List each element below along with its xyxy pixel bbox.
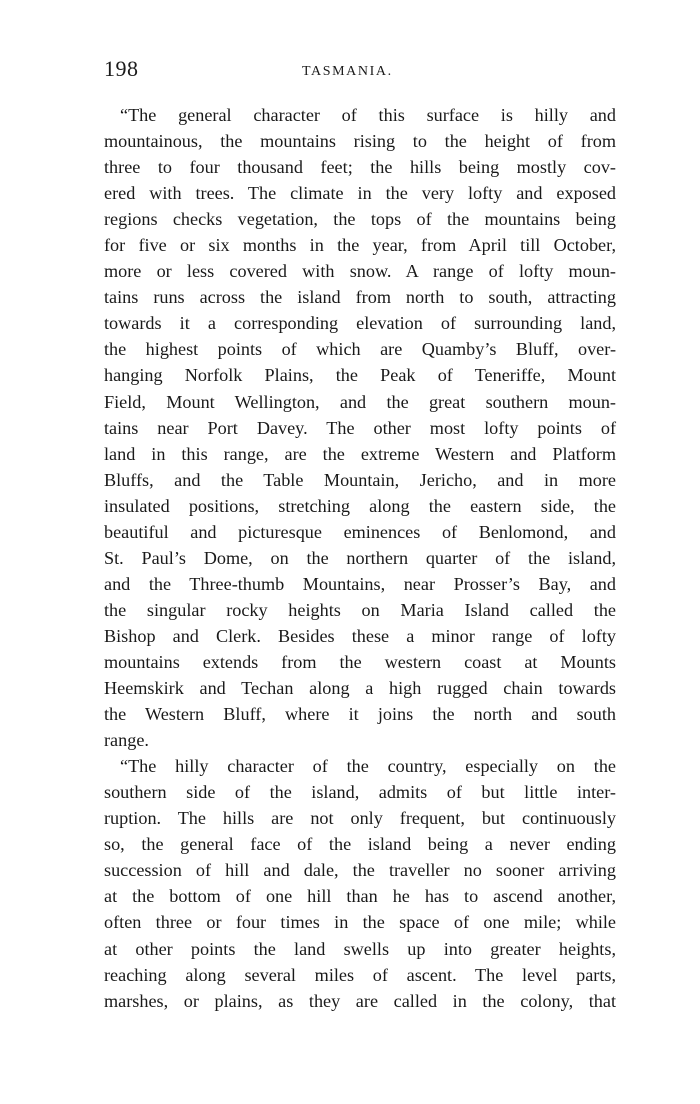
text-line: ered with trees. The climate in the very lofty and exposed bbox=[104, 183, 616, 204]
text-line: regions checks vegetation, the tops of the mountains being bbox=[104, 209, 616, 230]
text-line: tains near Port Davey. The other most lofty points of bbox=[104, 417, 616, 438]
text-line: St. Paul’s Dome, on the northern quarter of the island, bbox=[104, 547, 616, 568]
text-line: and the Three-thumb Mountains, near Prosser’s Bay, and bbox=[104, 573, 616, 594]
text-line: southern side of the island, admits of but little inter- bbox=[104, 782, 616, 803]
text-line: Bishop and Clerk. Besides these a minor range of lofty bbox=[104, 625, 616, 646]
text-line: three to four thousand feet; the hills being mostly cov- bbox=[104, 157, 616, 178]
text-line: Field, Mount Wellington, and the great southern moun- bbox=[104, 391, 616, 412]
text-line: for five or six months in the year, from April till October, bbox=[104, 235, 616, 256]
text-line: Heemskirk and Techan along a high rugged chain towards bbox=[104, 678, 616, 699]
text-line: “The general character of this surface is hilly and bbox=[120, 105, 616, 125]
text-line: mountainous, the mountains rising to the height of from bbox=[104, 131, 616, 152]
running-title: TASMANIA. bbox=[302, 64, 393, 79]
text-line: often three or four times in the space of one mile; while bbox=[104, 912, 616, 933]
text-line: insulated positions, stretching along the eastern side, the bbox=[104, 495, 616, 516]
text-line: the highest points of which are Quamby’s Bluff, over- bbox=[104, 339, 616, 360]
text-line: mountains extends from the western coast at Mounts bbox=[104, 651, 616, 672]
text-line: at the bottom of one hill than he has to ascend another, bbox=[104, 886, 616, 907]
text-line: at other points the land swells up into greater heights, bbox=[104, 938, 616, 959]
page-number: 198 bbox=[104, 56, 139, 81]
text-line: so, the general face of the island being a never ending bbox=[104, 834, 616, 855]
text-line: beautiful and picturesque eminences of Benlomond, and bbox=[104, 521, 616, 542]
text-line: Bluffs, and the Table Mountain, Jericho, and in more bbox=[104, 469, 616, 490]
text-line: hanging Norfolk Plains, the Peak of Teneriffe, Mount bbox=[104, 365, 616, 386]
text-line: “The hilly character of the country, especially on the bbox=[120, 756, 616, 777]
body-text bbox=[104, 102, 616, 1014]
text-line: reaching along several miles of ascent. The level parts, bbox=[104, 964, 616, 985]
text-line: towards it a corresponding elevation of surrounding land, bbox=[104, 313, 616, 334]
text-line: marshes, or plains, as they are called in the colony, that bbox=[104, 990, 616, 1011]
text-line: more or less covered with snow. A range of lofty moun- bbox=[104, 261, 616, 282]
running-head bbox=[104, 56, 616, 86]
text-line: tains runs across the island from north to south, attracting bbox=[104, 287, 616, 308]
text-line: ruption. The hills are not only frequent, but continuously bbox=[104, 808, 616, 829]
text-line: land in this range, are the extreme Western and Platform bbox=[104, 443, 616, 464]
text-line: the singular rocky heights on Maria Island called the bbox=[104, 599, 616, 620]
text-line: range. bbox=[104, 730, 149, 751]
text-line: succession of hill and dale, the traveller no sooner arriving bbox=[104, 860, 616, 881]
text-line: the Western Bluff, where it joins the north and south bbox=[104, 704, 616, 725]
